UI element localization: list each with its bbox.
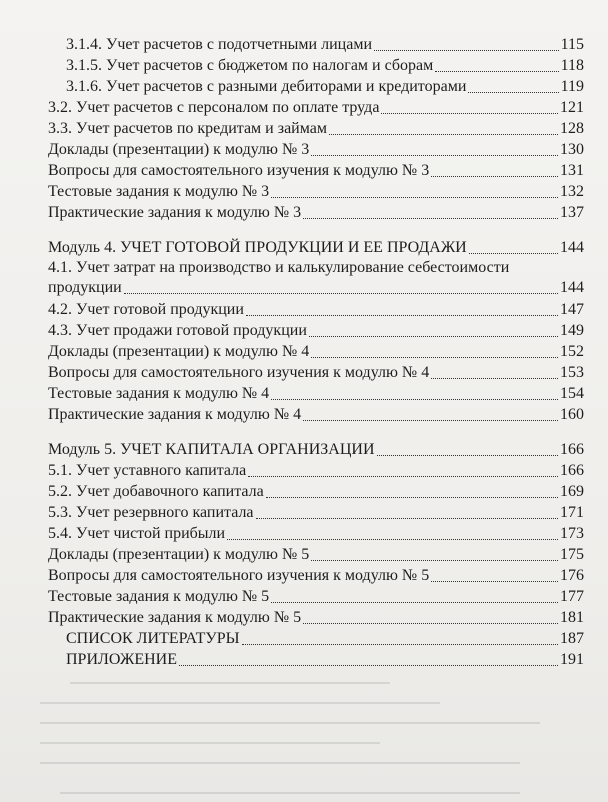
toc-entry-page: 177 [560,588,584,605]
toc-entry-page: 181 [560,609,584,626]
toc-entry-page: 144 [560,279,584,296]
toc-entry [66,35,584,55]
toc-entry-page: 115 [560,36,584,53]
toc-entry-title: 5.1. Учет уставного капитала [48,462,247,479]
toc-entry-page: 128 [560,120,584,137]
toc-entry-page: 118 [560,57,584,74]
toc-entry-title: Практические задания к модулю № 4 [48,406,302,423]
toc-entry-page: 152 [560,343,584,360]
toc-entry [48,566,584,586]
toc-leader-dots [431,175,558,177]
toc-entry-page: 137 [560,204,584,221]
toc-entry-page: 147 [560,301,584,318]
toc-entry-title: Вопросы для самостоятельного изучения к модулю № 3 [48,162,430,179]
toc-leader-dots [374,49,559,51]
toc-leader-dots [248,475,558,477]
toc-entry [48,342,584,362]
toc-entry-title: Доклады (презентации) к модулю № 4 [48,343,310,360]
toc-leader-dots [271,398,558,400]
toc-entry-page: 166 [560,462,584,479]
toc-entry [48,545,584,565]
toc-leader-dots [311,154,558,156]
toc-leader-dots [311,356,558,358]
toc-leader-dots [311,559,558,561]
toc-entry-title: 4.3. Учет продажи готовой продукции [48,322,307,339]
toc-leader-dots [271,601,558,603]
toc-entry-title: СПИСОК ЛИТЕРАТУРЫ [66,630,240,647]
toc-entry-title: 3.1.4. Учет расчетов с подотчетными лицами [66,36,372,53]
toc-entry-title: Практические задания к модулю № 5 [48,609,302,626]
toc-entry [48,461,584,481]
toc-entry [48,503,584,523]
toc-entry-title: Доклады (презентации) к модулю № 5 [48,546,310,563]
toc-entry-title: 5.2. Учет добавочного капитала [48,483,264,500]
toc-entry-title: Вопросы для самостоятельного изучения к модулю № 5 [48,567,430,584]
toc-entry-title: 4.2. Учет готовой продукции [48,301,244,318]
toc-entry-title-line2: продукции [48,279,122,296]
toc-leader-dots [303,622,558,624]
toc-entry-page: 131 [560,162,584,179]
toc-entry-page: 173 [560,525,584,542]
toc-leader-dots [469,252,558,254]
toc-entry-page: 154 [560,385,584,402]
toc-entry-page: 121 [560,99,584,116]
toc-entry-page: 171 [560,504,584,521]
toc-entry-title: Модуль 4. УЧЕТ ГОТОВОЙ ПРОДУКЦИИ И ЕЕ ПРОДАЖИ [48,239,467,256]
toc-leader-dots [377,454,559,456]
toc-leader-dots [179,664,558,666]
toc-entry [48,405,584,425]
toc-entry-page: 169 [560,483,584,500]
toc-leader-dots [303,217,558,219]
toc-leader-dots [266,496,558,498]
toc-entry-title: 3.3. Учет расчетов по кредитам и займам [48,120,327,137]
toc-entry-title: 3.1.5. Учет расчетов с бюджетом по налогам и сборам [66,57,434,74]
toc-entry-title: Практические задания к модулю № 3 [48,204,302,221]
toc-entry [48,203,584,223]
toc-entry-page: 119 [560,78,584,95]
toc-entry [48,161,584,181]
toc-entry-page: 153 [560,364,584,381]
toc-entry-title: ПРИЛОЖЕНИЕ [66,651,178,668]
toc-entry [48,321,584,341]
toc-entry-title: 3.1.6. Учет расчетов с разными дебиторами и кредиторами [66,78,467,95]
toc-entry-page: 166 [560,441,584,458]
toc-entry [66,650,584,670]
toc-entry-page: 191 [560,651,584,668]
toc-entry-title: 3.2. Учет расчетов с персоналом по оплате труда [48,99,380,116]
toc-leader-dots [246,314,558,316]
toc-leader-dots [329,133,558,135]
toc-entry [48,384,584,404]
toc-leader-dots [468,91,558,93]
toc-leader-dots [271,196,558,198]
toc-chapter-heading [48,440,584,460]
toc-entry [48,119,584,139]
bleed-through-text [0,680,608,802]
toc-leader-dots [435,70,558,72]
toc-leader-dots [256,517,558,519]
toc-leader-dots [303,419,558,421]
toc-entry-page: 144 [560,239,584,256]
toc-leader-dots [124,293,558,294]
toc-leader-dots [381,112,558,114]
toc-entry-page: 132 [560,183,584,200]
toc-chapter-heading [48,238,584,258]
toc-entry-title: 5.4. Учет чистой прибыли [48,525,226,542]
toc-entry [48,140,584,160]
toc-entry-title: Доклады (презентации) к модулю № 3 [48,141,310,158]
toc-entry-page: 176 [560,567,584,584]
toc-entry [48,300,584,320]
toc-leader-dots [227,538,558,540]
toc-entry [48,182,584,202]
toc-entry-page: 130 [560,141,584,158]
toc-entry [48,608,584,628]
toc-leader-dots [242,643,558,645]
toc-entry [66,629,584,649]
toc-entry-page: 187 [560,630,584,647]
toc-leader-dots [431,377,558,379]
toc-entry-title: 5.3. Учет резервного капитала [48,504,254,521]
toc-entry [48,524,584,544]
toc-entry [66,56,584,76]
toc-entry-title: Тестовые задания к модулю № 4 [48,385,270,402]
toc-entry-title: Модуль 5. УЧЕТ КАПИТАЛА ОРГАНИЗАЦИИ [48,441,375,458]
toc-entry [48,363,584,383]
toc-entry-title: Тестовые задания к модулю № 5 [48,588,270,605]
toc-entry [48,258,584,298]
toc-entry [48,98,584,118]
toc-entry-title: Тестовые задания к модулю № 3 [48,183,270,200]
toc-entry [66,77,584,97]
toc-entry [48,482,584,502]
toc-leader-dots [309,335,558,337]
toc-entry-title-line1: 4.1. Учет затрат на производство и калькулирование себестоимости [48,259,510,276]
toc-entry-page: 160 [560,406,584,423]
toc-entry-page: 149 [560,322,584,339]
toc-leader-dots [431,580,558,582]
toc-entry-page: 175 [560,546,584,563]
toc-entry [48,587,584,607]
toc-entry-title: Вопросы для самостоятельного изучения к модулю № 4 [48,364,430,381]
